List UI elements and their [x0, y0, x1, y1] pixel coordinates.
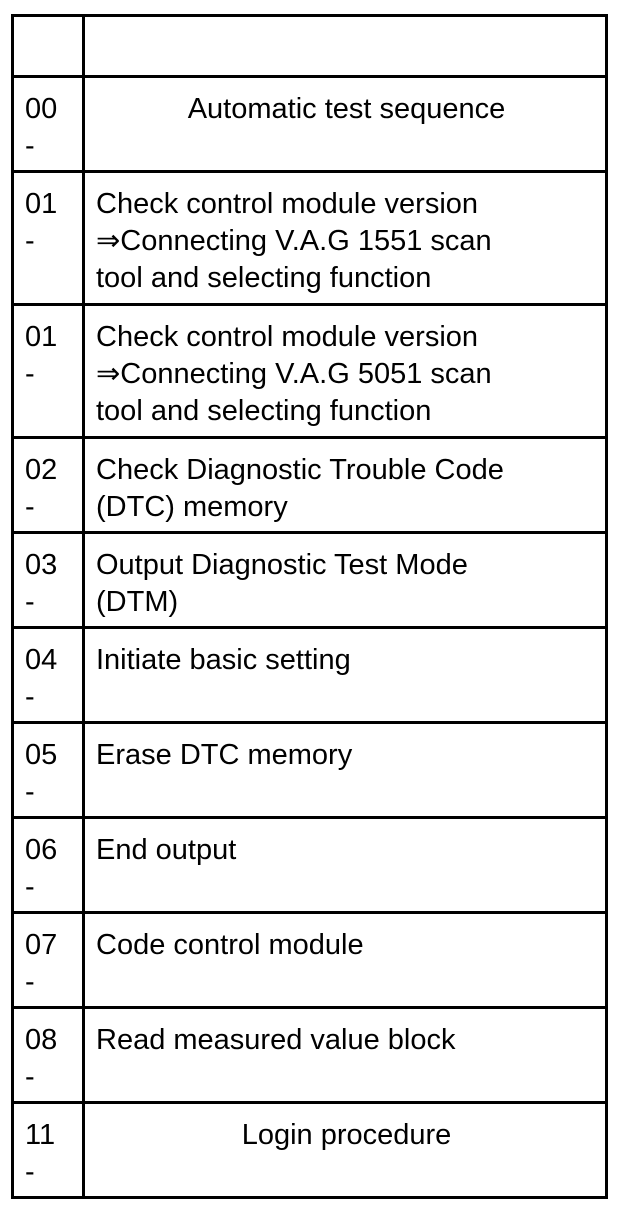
function-code-dash: - — [25, 586, 35, 618]
function-code-dash: - — [25, 130, 35, 162]
function-code-number: 01 — [25, 188, 58, 220]
function-code-table — [11, 14, 608, 1199]
function-description-cell — [84, 438, 607, 533]
function-description-cell — [84, 818, 607, 913]
header-function-cell — [84, 16, 607, 77]
function-description-line: Check control module version — [96, 321, 479, 353]
function-description-cell — [84, 1008, 607, 1103]
function-code-dash: - — [25, 1061, 35, 1093]
function-code-number: 01 — [25, 321, 58, 353]
table-row — [13, 77, 607, 172]
function-description-line: ⇒Connecting V.A.G 5051 scan — [96, 358, 492, 390]
function-description-cell — [84, 533, 607, 628]
function-code-dash: - — [25, 358, 35, 390]
function-code-number: 11 — [25, 1119, 56, 1151]
header-code-cell — [13, 16, 84, 77]
function-description-line: End output — [96, 834, 237, 866]
function-description-line: Check Diagnostic Trouble Code — [96, 454, 504, 486]
table-row — [13, 533, 607, 628]
function-description-line: Login procedure — [241, 1119, 452, 1151]
table-row — [13, 438, 607, 533]
code-cell — [13, 1103, 84, 1198]
function-description-cell — [84, 913, 607, 1008]
code-cell — [13, 533, 84, 628]
function-code-dash: - — [25, 1156, 35, 1188]
function-description-line: Read measured value block — [96, 1024, 456, 1056]
function-description-cell — [84, 172, 607, 305]
function-code-number: 00 — [25, 93, 58, 125]
function-description-line: (DTM) — [96, 586, 179, 618]
code-cell — [13, 172, 84, 305]
function-description-line: ⇒Connecting V.A.G 1551 scan — [96, 225, 492, 257]
function-code-number: 02 — [25, 454, 58, 486]
function-description-line: Automatic test sequence — [187, 93, 506, 125]
function-description-line: (DTC) memory — [96, 491, 288, 523]
function-description-line: tool and selecting function — [96, 262, 432, 294]
function-code-number: 04 — [25, 644, 58, 676]
function-code-dash: - — [25, 681, 35, 713]
code-cell — [13, 913, 84, 1008]
function-code-dash: - — [25, 491, 35, 523]
code-cell — [13, 818, 84, 913]
function-description-line: Erase DTC memory — [96, 739, 353, 771]
function-code-dash: - — [25, 966, 35, 998]
table-row — [13, 1008, 607, 1103]
code-cell — [13, 723, 84, 818]
function-description-line: Code control module — [96, 929, 364, 961]
function-description-line: Initiate basic setting — [96, 644, 351, 676]
function-description-cell — [84, 77, 607, 172]
function-code-dash: - — [25, 871, 35, 903]
function-code-number: 05 — [25, 739, 58, 771]
function-code-number: 06 — [25, 834, 58, 866]
function-description-line: Output Diagnostic Test Mode — [96, 549, 468, 581]
function-code-dash: - — [25, 776, 35, 808]
table-row — [13, 628, 607, 723]
code-cell — [13, 305, 84, 438]
table-row — [13, 172, 607, 305]
table-row — [13, 913, 607, 1008]
function-description-cell — [84, 305, 607, 438]
code-cell — [13, 628, 84, 723]
table-row — [13, 818, 607, 913]
table-row — [13, 305, 607, 438]
function-description-line: Check control module version — [96, 188, 479, 220]
function-code-number: 08 — [25, 1024, 58, 1056]
function-description-line: tool and selecting function — [96, 395, 432, 427]
code-cell — [13, 438, 84, 533]
function-code-dash: - — [25, 225, 35, 257]
code-cell — [13, 77, 84, 172]
table-header-row — [13, 16, 607, 77]
function-code-number: 07 — [25, 929, 58, 961]
table-body — [13, 16, 607, 1198]
function-code-number: 03 — [25, 549, 58, 581]
code-cell — [13, 1008, 84, 1103]
function-description-cell — [84, 723, 607, 818]
table-row — [13, 723, 607, 818]
table-row — [13, 1103, 607, 1198]
function-description-cell — [84, 628, 607, 723]
function-description-cell — [84, 1103, 607, 1198]
